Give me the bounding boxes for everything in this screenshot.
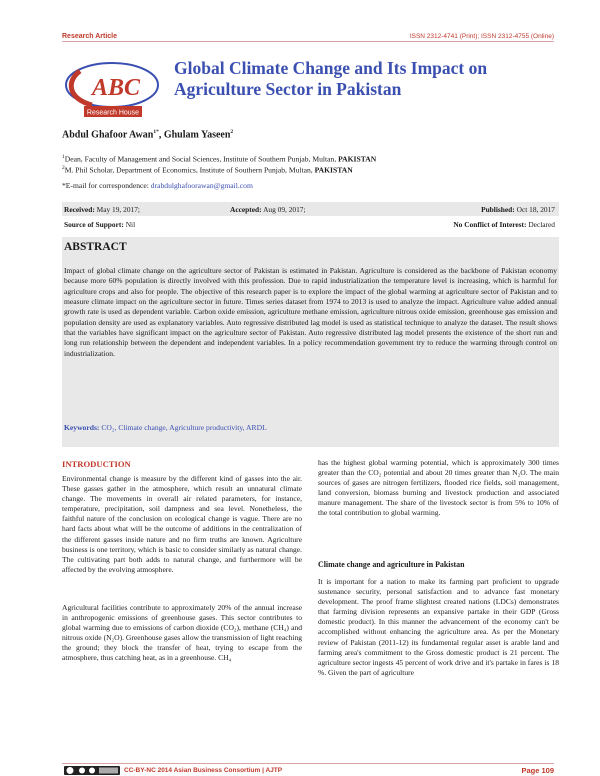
abstract-heading: ABSTRACT [64,241,127,253]
author-2: , Ghulam Yaseen [158,129,231,141]
dates-row: Received: May 19, 2017; Accepted: Aug 09, 2017; Published: Oct 18, 2017 [62,202,559,216]
affiliation-1: $^1$Dean, Faculty of Management and Social Sciences, Institute of Southern Punjab, Multan, PAKISTAN [62,154,377,164]
email-link[interactable]: drabdulghafoorawan@gmail.com [150,181,253,190]
abstract-text: Impact of global climate change on the agriculture sector of Pakistan is estimated in Pakistan. Agriculture is considered as the backbone of Pakistan economy because more 60% population is directly involved with this profession. Due to rapid industrialization the temperature level is increasing, which is harmful for agriculture crops and also for people. The objective of this research paper is to explore the impact of the global warming at agriculture sector of Pakistan and to measure climate impact on the agriculture sector in future. Times series dataset from 1974 to 2013 is used to analyze the impact. Agriculture value added annual growth rate is used as dependent variable. Carbon oxide emission, agriculture methane emission, agriculture nitrous oxide emission, greenhouse gas emission and population density are used as explanatory variables. Auto regressive distributed lag model is used as statistical technique to analyze the dataset. The result shows that the variables have significant impact on the agriculture sector of Pakistan. Auto regressive distributed lag model presents the existence of the short run and long run relationship between the dependent and independent variables. In a policy recommendation government try to reduce the warming through control on industrialization. [64,266,557,358]
published-date: Oct 18, 2017 [516,205,555,214]
paper-title: Global Climate Change and Its Impact on Agriculture Sector in Pakistan [174,58,488,99]
issn-label: ISSN 2312-4741 (Print); ISSN 2312-4755 (Online) [409,33,554,40]
author-2-sup: 2 [230,129,234,135]
intro-right-paragraph-2: It is important for a nation to make its farming part proficient to upgrade sustenance security, personal satisfaction and to advance fast monetary development. The proof frame slightest created nations (LDCs) demonstrates that farming division represents an expansive partake in their GDP (Gross domestic product). In this manner the advancement of the economy can't be accomplished without enhancing the agriculture area. As per the Monetary review of Pakistan (2011-12) its fundamental regular asset is arable land and farming area's commitment to the Gross domestic product is 21 percent. The agriculture sector ingests 45 percent of work drive and it's partake in fares is 18 %. Given the part of agriculture [318,577,559,677]
author-list [62,129,233,140]
intro-paragraph-1: Environmental change is measure by the different kind of gasses into the air. These gasses gather in the atmosphere, which result an unnatural climate change. The movements in overall air related parameters, for instance, temperature, precipitation, soil dampness and sea level. Nonetheless, the faithful nature of the conclusion on ecological change is vague. There are no hard facts about what will be the outcome of additions in the centralization of the different gasses inside nature and no firm truths are known. Agriculture business is one territory, which is basic to consider similarly as natural change. The cultivating part both adds to natural change, and furthermore will be affected by the evolving atmosphere. [62,474,302,574]
author-1-sup: 1* [153,129,159,135]
support-row: Source of Support: Nil No Conflict of Interest: Declared [64,220,555,229]
intro-right-paragraph-1: has the highest global warming potential, which is approximately 300 times greater than the CO₂ potential and about 20 times greater than N₂O. The main sources of gases are nitrogen fertilizers, flooded rice fields, soil management, land conversion, biomass burning and livestock production and associated manure management. The share of the livestock sector is from 5% to 10% of the total contribution to global warming. [318,458,559,518]
article-type-label: Research Article [62,33,117,40]
footer-divider [62,763,554,764]
author-1: Abdul Ghafoor Awan [62,129,154,141]
header-divider [62,41,554,42]
page-number: Page 109 [521,766,554,775]
abc-research-house-logo [62,57,162,121]
accepted-date: Aug 09, 2017; [263,205,306,214]
logo-letters: ABC [92,75,141,101]
creative-commons-icon [64,766,120,775]
climate-subheading: Climate change and agriculture in Pakistan [318,560,465,569]
license-text: CC-BY-NC 2014 Asian Business Consortium | AJTP [124,767,283,774]
intro-paragraph-2: Agricultural facilities contribute to approximately 20% of the annual increase in anthropogenic emissions of greenhouse gases. This sector contributes to global warming due to emissions of carbon dioxide (CO₂), methane (CH₄) and nitrous oxide (N₂O). Greenhouse gases allow the transmission of light reaching the ground; they block the transfer of heat, trying to escape from the atmosphere, thus catching heat, as in a greenhouse. CH₄ [62,603,302,663]
affiliation-2: $^2$M. Phil Scholar, Department of Economics, Institute of Southern Punjab, Multan, PAKISTAN [62,165,353,175]
keywords-line: Keywords: CO₂, Climate change, Agriculture productivity, ARDL [64,423,267,432]
keywords-list: CO₂, Climate change, Agriculture productivity, ARDL [101,423,267,432]
received-date: May 19, 2017; [96,205,140,214]
introduction-heading: INTRODUCTION [62,459,131,469]
correspondence-email: *E-mail for correspondence: drabdulghafoorawan@gmail.com [62,181,253,190]
logo-caption: Research House [86,109,140,117]
